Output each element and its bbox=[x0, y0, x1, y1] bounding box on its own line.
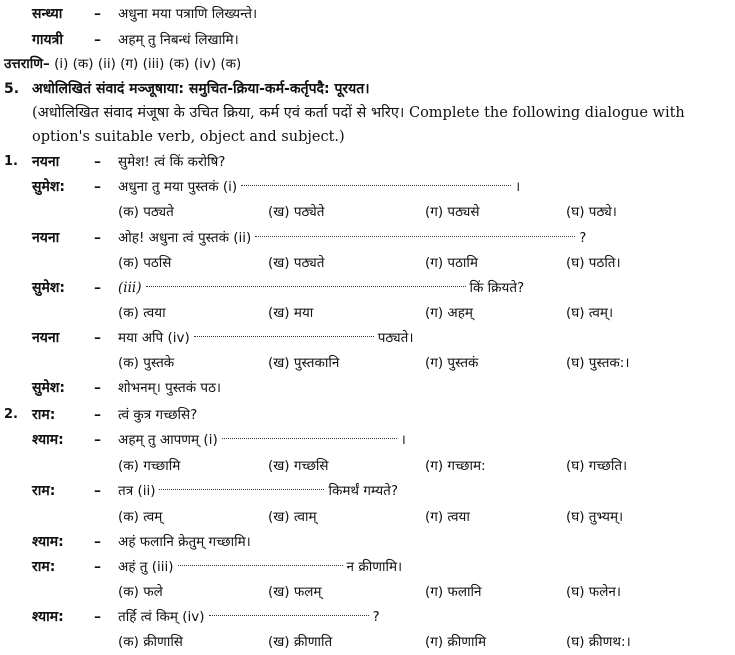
option-gha: (घ) तुभ्यम्। bbox=[566, 509, 624, 525]
dialogue-text: सुमेश! त्वं किं करोषि? bbox=[118, 154, 226, 170]
question-number: 5. bbox=[4, 81, 20, 97]
option-gha: (घ) पुस्तक:। bbox=[566, 355, 630, 371]
dialogue-text-after: किं क्रियते? bbox=[469, 280, 525, 296]
option-ga: (ग) पठ्यसे bbox=[425, 204, 480, 220]
dash: – bbox=[94, 32, 101, 48]
option-ka: (क) गच्छामि bbox=[118, 458, 181, 474]
dash: – bbox=[94, 154, 101, 170]
dash: – bbox=[94, 559, 101, 575]
option-kha: (ख) क्रीणाति bbox=[268, 634, 333, 650]
dialogue-text: तर्हि त्वं किम् (iv) bbox=[118, 609, 205, 625]
option-ka: (क) क्रीणासि bbox=[118, 634, 183, 650]
dialogue-text: त्वं कुत्र गच्छसि? bbox=[118, 407, 198, 423]
dialogue-text-after: ? bbox=[579, 230, 587, 246]
dialogue-text: शोभनम्। पुस्तकं पठ। bbox=[118, 380, 222, 396]
speaker-label: सुमेश: bbox=[32, 380, 65, 396]
speaker-label: नयना bbox=[32, 154, 60, 170]
option-kha: (ख) पठ्येते bbox=[268, 204, 325, 220]
dialogue-text: मया अपि (iv) bbox=[118, 330, 190, 346]
dialogue-text: अहम् तु आपणम् (i) bbox=[118, 432, 218, 448]
dash: – bbox=[94, 483, 101, 499]
option-gha: (घ) क्रीणथ:। bbox=[566, 634, 631, 650]
speaker-label: सुमेश: bbox=[32, 280, 65, 296]
dialogue-text-after: किमर्थं गम्यते? bbox=[328, 483, 399, 499]
option-ga: (ग) गच्छाम: bbox=[425, 458, 486, 474]
dialogue-text-after: पठ्यते। bbox=[377, 330, 414, 346]
speaker-label: राम: bbox=[32, 483, 56, 499]
dialogue-text: अहं तु (iii) bbox=[118, 559, 174, 575]
dash: – bbox=[94, 534, 101, 550]
option-kha: (ख) गच्छसि bbox=[268, 458, 329, 474]
fill-blank bbox=[178, 555, 343, 566]
dialogue-text-after: । bbox=[400, 432, 406, 448]
speaker-label: नयना bbox=[32, 330, 60, 346]
speaker-label: श्याम: bbox=[32, 609, 64, 625]
speaker-label: गायत्री bbox=[32, 32, 63, 48]
speaker-label: श्याम: bbox=[32, 534, 64, 550]
dialogue-text: अधुना मया पत्राणि लिख्यन्ते। bbox=[118, 6, 258, 22]
dialogue-text: अधुना तु मया पुस्तकं (i) bbox=[118, 179, 238, 195]
dash: – bbox=[94, 280, 101, 296]
dialogue-text-after: ? bbox=[372, 609, 380, 625]
fill-blank bbox=[241, 175, 511, 186]
option-ka: (क) पठसि bbox=[118, 255, 172, 271]
option-gha: (घ) फलेन। bbox=[566, 584, 621, 600]
dialogue-text: तत्र (ii) bbox=[118, 483, 156, 499]
dialogue-text: ओह! अधुना त्वं पुस्तकं (ii) bbox=[118, 230, 252, 246]
instruction-text: (अधोलिखित संवाद मंजूषा के उचित क्रिया, कर्म एवं कर्ता पदों से भरिए। Complete the following dialogue with bbox=[32, 105, 685, 121]
answers-label: उत्तराणि– bbox=[4, 56, 50, 72]
dialogue-number: 2. bbox=[4, 407, 18, 422]
speaker-label: सुमेश: bbox=[32, 179, 65, 195]
option-ka: (क) पठ्यते bbox=[118, 204, 174, 220]
option-kha: (ख) पुस्तकानि bbox=[268, 355, 340, 371]
question-title: अधोलिखितं संवादं मञ्जूषाया: समुचित-क्रिया-कर्म-कर्तृपदै: पूरयत। bbox=[32, 81, 370, 97]
option-kha: (ख) फलम् bbox=[268, 584, 322, 600]
option-ga: (ग) त्वया bbox=[425, 509, 470, 525]
speaker-label: नयना bbox=[32, 230, 60, 246]
fill-blank bbox=[255, 226, 575, 237]
option-kha: (ख) त्वाम् bbox=[268, 509, 317, 525]
dash: – bbox=[94, 230, 101, 246]
option-gha: (घ) पठ्ये। bbox=[566, 204, 617, 220]
dialogue-number: 1. bbox=[4, 154, 18, 169]
option-ga: (ग) फलानि bbox=[425, 584, 482, 600]
fill-blank bbox=[222, 428, 397, 439]
fill-blank bbox=[209, 605, 369, 616]
answers-value: (i) (क) (ii) (ग) (iii) (क) (iv) (क) bbox=[54, 56, 242, 72]
dialogue-text: अहं फलानि क्रेतुम् गच्छामि। bbox=[118, 534, 251, 550]
option-gha: (घ) गच्छति। bbox=[566, 458, 628, 474]
instruction-text: option's suitable verb, object and subject.) bbox=[32, 129, 345, 145]
speaker-label: सन्ध्या bbox=[32, 6, 63, 22]
dash: – bbox=[94, 407, 101, 423]
option-ga: (ग) अहम् bbox=[425, 305, 473, 321]
fill-blank bbox=[146, 276, 466, 287]
option-kha: (ख) मया bbox=[268, 305, 314, 321]
dialogue-text: अहम् तु निबन्धं लिखामि। bbox=[118, 32, 239, 48]
dash: – bbox=[94, 432, 101, 448]
option-ga: (ग) पुस्तकं bbox=[425, 355, 479, 371]
option-ka: (क) पुस्तके bbox=[118, 355, 175, 371]
dash: – bbox=[94, 330, 101, 346]
speaker-label: श्याम: bbox=[32, 432, 64, 448]
fill-blank bbox=[159, 479, 324, 490]
option-ga: (ग) पठामि bbox=[425, 255, 479, 271]
option-gha: (घ) त्वम्। bbox=[566, 305, 614, 321]
option-ka: (क) त्वया bbox=[118, 305, 166, 321]
dialogue-text: (iii) bbox=[118, 280, 142, 296]
dialogue-text-after: न क्रीणामि। bbox=[346, 559, 403, 575]
dash: – bbox=[94, 380, 101, 396]
speaker-label: राम: bbox=[32, 559, 56, 575]
dialogue-text-after: । bbox=[515, 179, 521, 195]
dash: – bbox=[94, 179, 101, 195]
option-ga: (ग) क्रीणामि bbox=[425, 634, 487, 650]
speaker-label: राम: bbox=[32, 407, 56, 423]
option-gha: (घ) पठति। bbox=[566, 255, 621, 271]
fill-blank bbox=[194, 326, 374, 337]
option-ka: (क) त्वम् bbox=[118, 509, 163, 525]
dash: – bbox=[94, 609, 101, 625]
dash: – bbox=[94, 6, 101, 22]
option-ka: (क) फले bbox=[118, 584, 163, 600]
option-kha: (ख) पठ्यते bbox=[268, 255, 325, 271]
